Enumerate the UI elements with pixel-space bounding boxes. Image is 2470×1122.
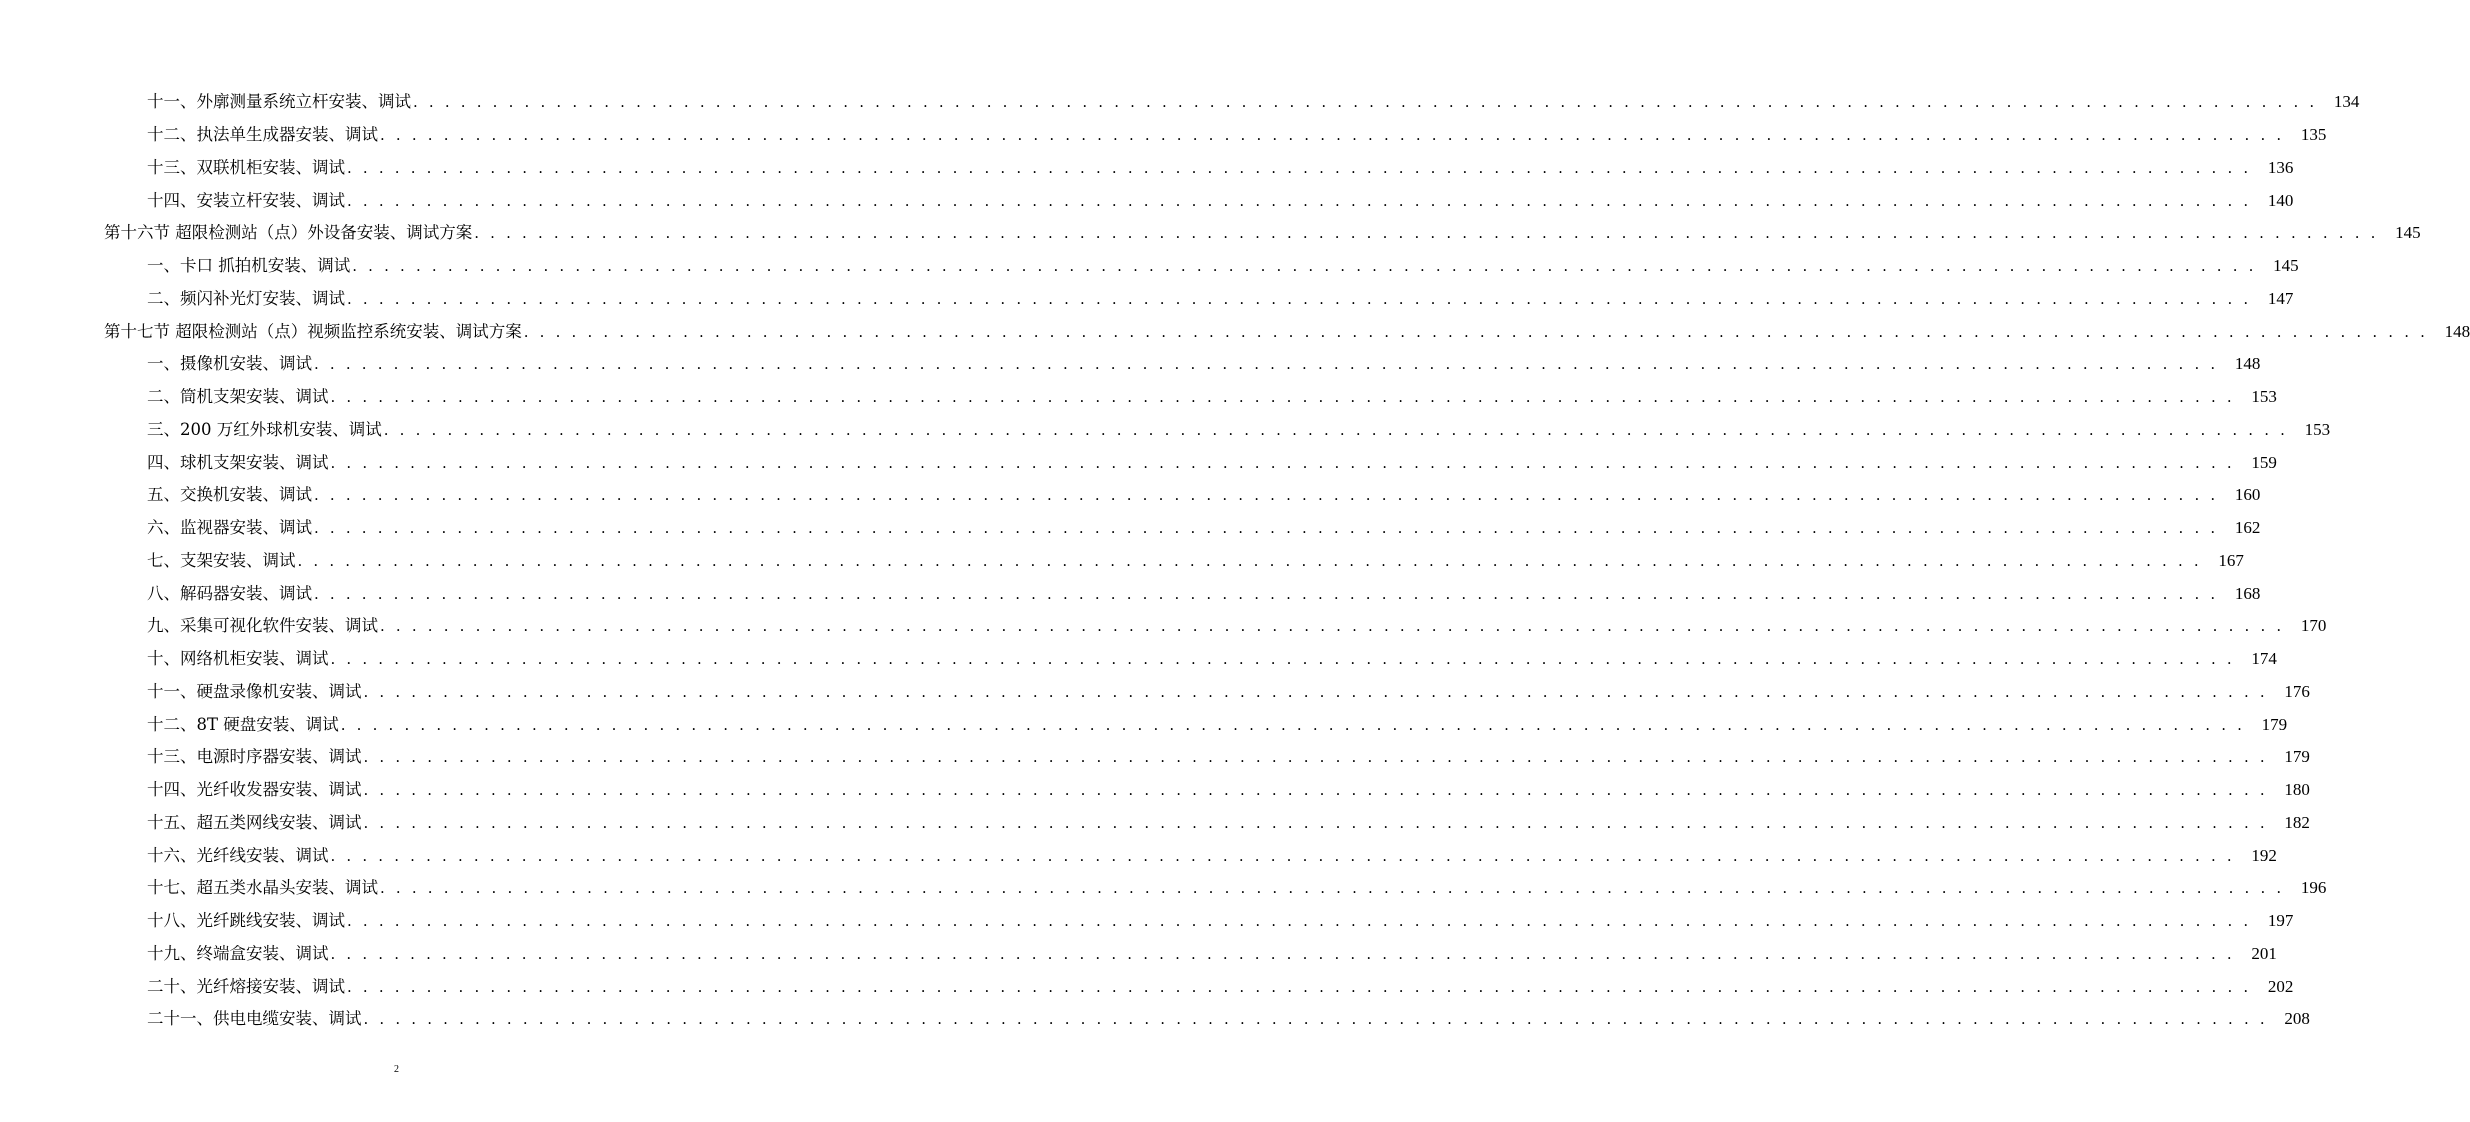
toc-entry-page-number: 145 [2395, 223, 2421, 243]
toc-entry-page-number: 208 [2284, 1009, 2310, 1029]
toc-dot-leader: . . . . . . . . . . . . . . . . . . . . . . . . . . . . . . . . . . . . . . . . . . . . . . . . . . . . . . . . . . . . . . . . . . . . . . . . . . . . . . . . . . . . . . . . . . . . . . . . . . . . . . . . . . . . . . . . . . . . . . . . [363, 748, 2268, 767]
toc-item-entry[interactable] [0, 86, 2360, 119]
toc-dot-leader: . . . . . . . . . . . . . . . . . . . . . . . . . . . . . . . . . . . . . . . . . . . . . . . . . . . . . . . . . . . . . . . . . . . . . . . . . . . . . . . . . . . . . . . . . . . . . . . . . . . . . . . . . . . . . . . . . . . . . . . . [347, 977, 2252, 996]
toc-section-entry[interactable] [0, 217, 2421, 250]
toc-entry-title: 十二、8T 硬盘安装、调试 [147, 714, 339, 734]
toc-dot-leader: . . . . . . . . . . . . . . . . . . . . . . . . . . . . . . . . . . . . . . . . . . . . . . . . . . . . . . . . . . . . . . . . . . . . . . . . . . . . . . . . . . . . . . . . . . . . . . . . . . . . . . . . . . . . . . . . . . . . . . . . [380, 617, 2285, 636]
toc-item-entry[interactable] [0, 414, 2331, 447]
toc-dot-leader: . . . . . . . . . . . . . . . . . . . . . . . . . . . . . . . . . . . . . . . . . . . . . . . . . . . . . . . . . . . . . . . . . . . . . . . . . . . . . . . . . . . . . . . . . . . . . . . . . . . . . . . . . . . . . . . . . . . . . . . . [330, 944, 2235, 963]
toc-dot-leader: . . . . . . . . . . . . . . . . . . . . . . . . . . . . . . . . . . . . . . . . . . . . . . . . . . . . . . . . . . . . . . . . . . . . . . . . . . . . . . . . . . . . . . . . . . . . . . . . . . . . . . . . . . . . . . . . . . . . . . . . [330, 650, 2235, 669]
toc-dot-leader: . . . . . . . . . . . . . . . . . . . . . . . . . . . . . . . . . . . . . . . . . . . . . . . . . . . . . . . . . . . . . . . . . . . . . . . . . . . . . . . . . . . . . . . . . . . . . . . . . . . . . . . . . . . . . . . . . . . . . . . . [347, 912, 2252, 931]
toc-entry-page-number: 153 [2304, 419, 2331, 439]
toc-entry-page-number: 201 [2251, 943, 2277, 963]
toc-dot-leader: . . . . . . . . . . . . . . . . . . . . . . . . . . . . . . . . . . . . . . . . . . . . . . . . . . . . . . . . . . . . . . . . . . . . . . . . . . . . . . . . . . . . . . . . . . . . . . . . . . . . . . . . . . . . . . . . . . . . . . . . [363, 682, 2268, 701]
toc-entry-title: 五、交换机安装、调试 [147, 485, 312, 505]
toc-entry-title: 二十一、供电电缆安装、调试 [147, 1009, 362, 1029]
toc-entry-title: 十七、超五类水晶头安装、调试 [147, 878, 378, 898]
toc-entry-page-number: 134 [2333, 92, 2360, 112]
toc-entry-title: 一、摄像机安装、调试 [147, 354, 312, 374]
toc-entry-title: 十三、电源时序器安装、调试 [147, 747, 362, 767]
table-of-contents [0, 86, 2470, 1036]
toc-item-entry[interactable] [0, 577, 2261, 610]
toc-item-entry[interactable] [0, 839, 2277, 872]
toc-item-entry[interactable] [0, 119, 2327, 152]
toc-dot-leader: . . . . . . . . . . . . . . . . . . . . . . . . . . . . . . . . . . . . . . . . . . . . . . . . . . . . . . . . . . . . . . . . . . . . . . . . . . . . . . . . . . . . . . . . . . . . . . . . . . . . . . . . . . . . . . . . . . . . . . . . [330, 388, 2235, 407]
toc-item-entry[interactable] [0, 512, 2261, 545]
toc-item-entry[interactable] [0, 872, 2327, 905]
toc-dot-leader: . . . . . . . . . . . . . . . . . . . . . . . . . . . . . . . . . . . . . . . . . . . . . . . . . . . . . . . . . . . . . . . . . . . . . . . . . . . . . . . . . . . . . . . . . . . . . . . . . . . . . . . . . . . . . . . . . . . . . . . . [347, 191, 2252, 210]
toc-dot-leader: . . . . . . . . . . . . . . . . . . . . . . . . . . . . . . . . . . . . . . . . . . . . . . . . . . . . . . . . . . . . . . . . . . . . . . . . . . . . . . . . . . . . . . . . . . . . . . . . . . . . . . . . . . . . . . . . . . . . . . . . [352, 257, 2257, 276]
toc-section-entry[interactable] [0, 315, 2470, 348]
toc-entry-title: 十八、光纤跳线安装、调试 [147, 911, 345, 931]
toc-entry-page-number: 136 [2267, 157, 2294, 177]
toc-dot-leader: . . . . . . . . . . . . . . . . . . . . . . . . . . . . . . . . . . . . . . . . . . . . . . . . . . . . . . . . . . . . . . . . . . . . . . . . . . . . . . . . . . . . . . . . . . . . . . . . . . . . . . . . . . . . . . . . . . . . . . . . [297, 551, 2202, 570]
toc-entry-title: 十四、安装立杆安装、调试 [147, 190, 345, 210]
toc-entry-title: 九、采集可视化软件安装、调试 [147, 616, 378, 636]
toc-item-entry[interactable] [0, 970, 2294, 1003]
toc-entry-title: 十二、执法单生成器安装、调试 [147, 125, 378, 145]
toc-dot-leader: . . . . . . . . . . . . . . . . . . . . . . . . . . . . . . . . . . . . . . . . . . . . . . . . . . . . . . . . . . . . . . . . . . . . . . . . . . . . . . . . . . . . . . . . . . . . . . . . . . . . . . . . . . . . . . . . . . . . . . . . [314, 486, 2219, 505]
toc-entry-page-number: 153 [2251, 387, 2277, 407]
toc-entry-page-number: 196 [2300, 878, 2327, 898]
toc-entry-title: 第十六节 超限检测站（点）外设备安装、调试方案 [104, 223, 473, 243]
toc-item-entry[interactable] [0, 708, 2288, 741]
toc-entry-title: 十九、终端盒安装、调试 [147, 943, 329, 963]
toc-dot-leader: . . . . . . . . . . . . . . . . . . . . . . . . . . . . . . . . . . . . . . . . . . . . . . . . . . . . . . . . . . . . . . . . . . . . . . . . . . . . . . . . . . . . . . . . . . . . . . . . . . . . . . . . . . . . . . . . . . . . . . . . [380, 879, 2285, 898]
toc-dot-leader: . . . . . . . . . . . . . . . . . . . . . . . . . . . . . . . . . . . . . . . . . . . . . . . . . . . . . . . . . . . . . . . . . . . . . . . . . . . . . . . . . . . . . . . . . . . . . . . . . . . . . . . . . . . . . . . . . . . . . . . . [330, 846, 2235, 865]
toc-item-entry[interactable] [0, 676, 2310, 709]
toc-entry-page-number: 168 [2234, 583, 2261, 603]
toc-entry-title: 十一、外廓测量系统立杆安装、调试 [147, 92, 411, 112]
toc-entry-title: 八、解码器安装、调试 [147, 583, 312, 603]
toc-entry-title: 十、网络机柜安装、调试 [147, 649, 329, 669]
toc-entry-page-number: 159 [2251, 452, 2277, 472]
toc-entry-page-number: 174 [2251, 649, 2277, 669]
toc-entry-title: 二、频闪补光灯安装、调试 [147, 288, 345, 308]
toc-item-entry[interactable] [0, 741, 2310, 774]
toc-entry-title: 一、卡口 抓拍机安装、调试 [147, 256, 351, 276]
toc-dot-leader: . . . . . . . . . . . . . . . . . . . . . . . . . . . . . . . . . . . . . . . . . . . . . . . . . . . . . . . . . . . . . . . . . . . . . . . . . . . . . . . . . . . . . . . . . . . . . . . . . . . . . . . . . . . . . . . . . . . . . . . . [314, 519, 2219, 538]
toc-entry-page-number: 182 [2284, 812, 2310, 832]
toc-entry-page-number: 148 [2444, 321, 2470, 341]
toc-dot-leader: . . . . . . . . . . . . . . . . . . . . . . . . . . . . . . . . . . . . . . . . . . . . . . . . . . . . . . . . . . . . . . . . . . . . . . . . . . . . . . . . . . . . . . . . . . . . . . . . . . . . . . . . . . . . . . . . . . . . . . . . [363, 781, 2268, 800]
toc-item-entry[interactable] [0, 479, 2261, 512]
toc-entry-page-number: 202 [2267, 976, 2294, 996]
toc-item-entry[interactable] [0, 938, 2277, 971]
toc-entry-title: 十三、双联机柜安装、调试 [147, 157, 345, 177]
toc-entry-page-number: 140 [2267, 190, 2294, 210]
toc-entry-title: 十四、光纤收发器安装、调试 [147, 780, 362, 800]
toc-item-entry[interactable] [0, 643, 2277, 676]
toc-item-entry[interactable] [0, 184, 2294, 217]
toc-entry-page-number: 179 [2261, 714, 2288, 734]
toc-entry-page-number: 197 [2267, 911, 2294, 931]
toc-dot-leader: . . . . . . . . . . . . . . . . . . . . . . . . . . . . . . . . . . . . . . . . . . . . . . . . . . . . . . . . . . . . . . . . . . . . . . . . . . . . . . . . . . . . . . . . . . . . . . . . . . . . . . . . . . . . . . . . . . . . . . . . [363, 813, 2268, 832]
toc-entry-page-number: 135 [2300, 125, 2327, 145]
toc-entry-title: 十一、硬盘录像机安装、调试 [147, 681, 362, 701]
toc-item-entry[interactable] [0, 283, 2294, 316]
toc-item-entry[interactable] [0, 381, 2277, 414]
toc-entry-page-number: 180 [2284, 780, 2310, 800]
toc-item-entry[interactable] [0, 348, 2261, 381]
toc-dot-leader: . . . . . . . . . . . . . . . . . . . . . . . . . . . . . . . . . . . . . . . . . . . . . . . . . . . . . . . . . . . . . . . . . . . . . . . . . . . . . . . . . . . . . . . . . . . . . . . . . . . . . . . . . . . . . . . . . . . . . . . . [523, 322, 2429, 341]
toc-item-entry[interactable] [0, 774, 2310, 807]
toc-item-entry[interactable] [0, 250, 2299, 283]
toc-entry-title: 二、筒机支架安装、调试 [147, 387, 329, 407]
toc-entry-page-number: 192 [2251, 845, 2277, 865]
toc-entry-title: 十五、超五类网线安装、调试 [147, 812, 362, 832]
toc-item-entry[interactable] [0, 905, 2294, 938]
toc-entry-page-number: 162 [2234, 518, 2261, 538]
toc-dot-leader: . . . . . . . . . . . . . . . . . . . . . . . . . . . . . . . . . . . . . . . . . . . . . . . . . . . . . . . . . . . . . . . . . . . . . . . . . . . . . . . . . . . . . . . . . . . . . . . . . . . . . . . . . . . . . . . . . . . . . . . . [363, 1010, 2268, 1029]
page-number: 2 [394, 1064, 399, 1075]
toc-item-entry[interactable] [0, 545, 2244, 578]
toc-dot-leader: . . . . . . . . . . . . . . . . . . . . . . . . . . . . . . . . . . . . . . . . . . . . . . . . . . . . . . . . . . . . . . . . . . . . . . . . . . . . . . . . . . . . . . . . . . . . . . . . . . . . . . . . . . . . . . . . . . . . . . . . [383, 420, 2289, 439]
toc-dot-leader: . . . . . . . . . . . . . . . . . . . . . . . . . . . . . . . . . . . . . . . . . . . . . . . . . . . . . . . . . . . . . . . . . . . . . . . . . . . . . . . . . . . . . . . . . . . . . . . . . . . . . . . . . . . . . . . . . . . . . . . . [380, 126, 2285, 145]
toc-entry-title: 四、球机支架安装、调试 [147, 452, 329, 472]
toc-entry-page-number: 170 [2300, 616, 2327, 636]
toc-dot-leader: . . . . . . . . . . . . . . . . . . . . . . . . . . . . . . . . . . . . . . . . . . . . . . . . . . . . . . . . . . . . . . . . . . . . . . . . . . . . . . . . . . . . . . . . . . . . . . . . . . . . . . . . . . . . . . . . . . . . . . . . [347, 289, 2252, 308]
toc-entry-page-number: 148 [2234, 354, 2261, 374]
toc-entry-page-number: 160 [2234, 485, 2261, 505]
toc-entry-title: 七、支架安装、调试 [147, 550, 296, 570]
toc-entry-page-number: 167 [2218, 550, 2244, 570]
toc-dot-leader: . . . . . . . . . . . . . . . . . . . . . . . . . . . . . . . . . . . . . . . . . . . . . . . . . . . . . . . . . . . . . . . . . . . . . . . . . . . . . . . . . . . . . . . . . . . . . . . . . . . . . . . . . . . . . . . . . . . . . . . . [330, 453, 2235, 472]
toc-dot-leader: . . . . . . . . . . . . . . . . . . . . . . . . . . . . . . . . . . . . . . . . . . . . . . . . . . . . . . . . . . . . . . . . . . . . . . . . . . . . . . . . . . . . . . . . . . . . . . . . . . . . . . . . . . . . . . . . . . . . . . . . [314, 584, 2219, 603]
toc-entry-page-number: 179 [2284, 747, 2310, 767]
toc-entry-title: 六、监视器安装、调试 [147, 518, 312, 538]
toc-dot-leader: . . . . . . . . . . . . . . . . . . . . . . . . . . . . . . . . . . . . . . . . . . . . . . . . . . . . . . . . . . . . . . . . . . . . . . . . . . . . . . . . . . . . . . . . . . . . . . . . . . . . . . . . . . . . . . . . . . . . . . . . [314, 355, 2219, 374]
toc-item-entry[interactable] [0, 446, 2277, 479]
toc-item-entry[interactable] [0, 152, 2294, 185]
toc-entry-page-number: 176 [2284, 681, 2310, 701]
toc-dot-leader: . . . . . . . . . . . . . . . . . . . . . . . . . . . . . . . . . . . . . . . . . . . . . . . . . . . . . . . . . . . . . . . . . . . . . . . . . . . . . . . . . . . . . . . . . . . . . . . . . . . . . . . . . . . . . . . . . . . . . . . . [413, 93, 2318, 112]
toc-entry-title: 十六、光纤线安装、调试 [147, 845, 329, 865]
toc-item-entry[interactable] [0, 1003, 2310, 1036]
toc-item-entry[interactable] [0, 610, 2327, 643]
toc-item-entry[interactable] [0, 807, 2310, 840]
toc-dot-leader: . . . . . . . . . . . . . . . . . . . . . . . . . . . . . . . . . . . . . . . . . . . . . . . . . . . . . . . . . . . . . . . . . . . . . . . . . . . . . . . . . . . . . . . . . . . . . . . . . . . . . . . . . . . . . . . . . . . . . . . . [347, 158, 2252, 177]
toc-entry-page-number: 145 [2273, 256, 2299, 276]
toc-entry-title: 第十七节 超限检测站（点）视频监控系统安装、调试方案 [104, 321, 522, 341]
toc-dot-leader: . . . . . . . . . . . . . . . . . . . . . . . . . . . . . . . . . . . . . . . . . . . . . . . . . . . . . . . . . . . . . . . . . . . . . . . . . . . . . . . . . . . . . . . . . . . . . . . . . . . . . . . . . . . . . . . . . . . . . . . . [340, 715, 2246, 734]
toc-entry-page-number: 147 [2267, 288, 2294, 308]
toc-entry-title: 二十、光纤熔接安装、调试 [147, 976, 345, 996]
toc-dot-leader: . . . . . . . . . . . . . . . . . . . . . . . . . . . . . . . . . . . . . . . . . . . . . . . . . . . . . . . . . . . . . . . . . . . . . . . . . . . . . . . . . . . . . . . . . . . . . . . . . . . . . . . . . . . . . . . . . . . . . . . . [474, 224, 2379, 243]
toc-entry-title: 三、200 万红外球机安装、调试 [147, 419, 382, 439]
